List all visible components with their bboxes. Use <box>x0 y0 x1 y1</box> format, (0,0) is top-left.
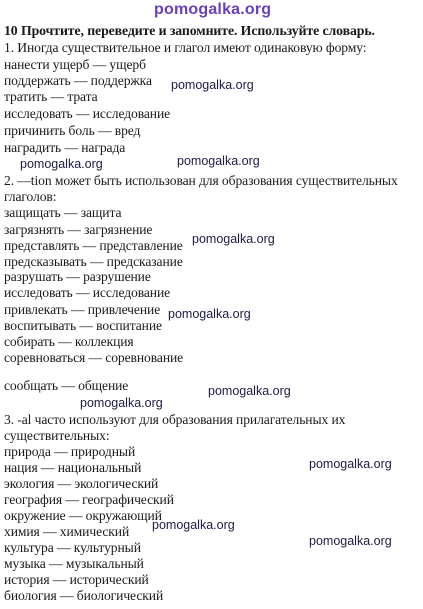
watermark: pomogalka.org <box>192 232 275 246</box>
section3-pair: музыка — музыкальный <box>4 556 144 571</box>
watermark: pomogalka.org <box>208 384 291 398</box>
section2-pair: привлекать — привлечение <box>4 302 161 317</box>
section2-pair: воспитывать — воспитание <box>4 318 162 333</box>
section1-pair: нанести ущерб — ущерб <box>4 57 146 72</box>
section2-extra: сообщать — общение <box>4 378 129 393</box>
watermark: pomogalka.org <box>309 534 392 548</box>
section2-pair: предсказывать — предсказание <box>4 254 183 269</box>
section3-pair: биология — биологический <box>4 588 164 603</box>
section3-pair: нация — национальный <box>4 460 142 475</box>
section3-pair: окружение — окружающий <box>4 508 162 523</box>
section1-pair: исследовать — исследование <box>4 106 171 121</box>
section3-intro: существительных: <box>4 428 110 443</box>
section1-pair: поддержать — поддержка <box>4 73 152 88</box>
section1-pair: причинить боль — вред <box>4 123 141 138</box>
section3-pair: природа — природный <box>4 444 136 459</box>
section1-pair: тратить — трата <box>4 89 98 104</box>
section3-pair: экология — экологический <box>4 476 159 491</box>
section2-pair: соревноваться — соревнование <box>4 350 184 365</box>
watermark: pomogalka.org <box>177 154 260 168</box>
section1-pair: наградить — награда <box>4 140 126 155</box>
section2-pair: исследовать — исследование <box>4 285 171 300</box>
section3-pair: культура — культурный <box>4 540 141 555</box>
watermark: pomogalka.org <box>152 518 235 532</box>
watermark-top: pomogalka.org <box>154 1 272 18</box>
section3-intro: 3. -al часто используют для образования прилагательных их <box>4 412 346 427</box>
watermark: pomogalka.org <box>171 78 254 92</box>
section2-pair: загрязнять — загрязнение <box>4 222 153 237</box>
section3-pair: история — исторический <box>4 572 149 587</box>
section1-intro: 1. Иногда существительное и глагол имеют одинаковую форму: <box>4 40 367 55</box>
watermark: pomogalka.org <box>309 457 392 471</box>
section2-pair: разрушать — разрушение <box>4 269 151 284</box>
watermark: pomogalka.org <box>168 307 251 321</box>
section2-pair: защищать — защита <box>4 205 122 220</box>
section2-intro: глаголов: <box>4 189 57 204</box>
exercise-heading: 10 Прочтите, переведите и запомните. Используйте словарь. <box>4 23 375 38</box>
section2-intro: 2. —tion может быть использован для образования существительных <box>4 173 398 188</box>
section2-pair: представлять — представление <box>4 238 183 253</box>
section3-pair: химия — химический <box>4 524 130 539</box>
watermark: pomogalka.org <box>80 396 163 410</box>
section3-pair: география — географический <box>4 492 174 507</box>
watermark: pomogalka.org <box>20 157 103 171</box>
section2-pair: собирать — коллекция <box>4 334 134 349</box>
